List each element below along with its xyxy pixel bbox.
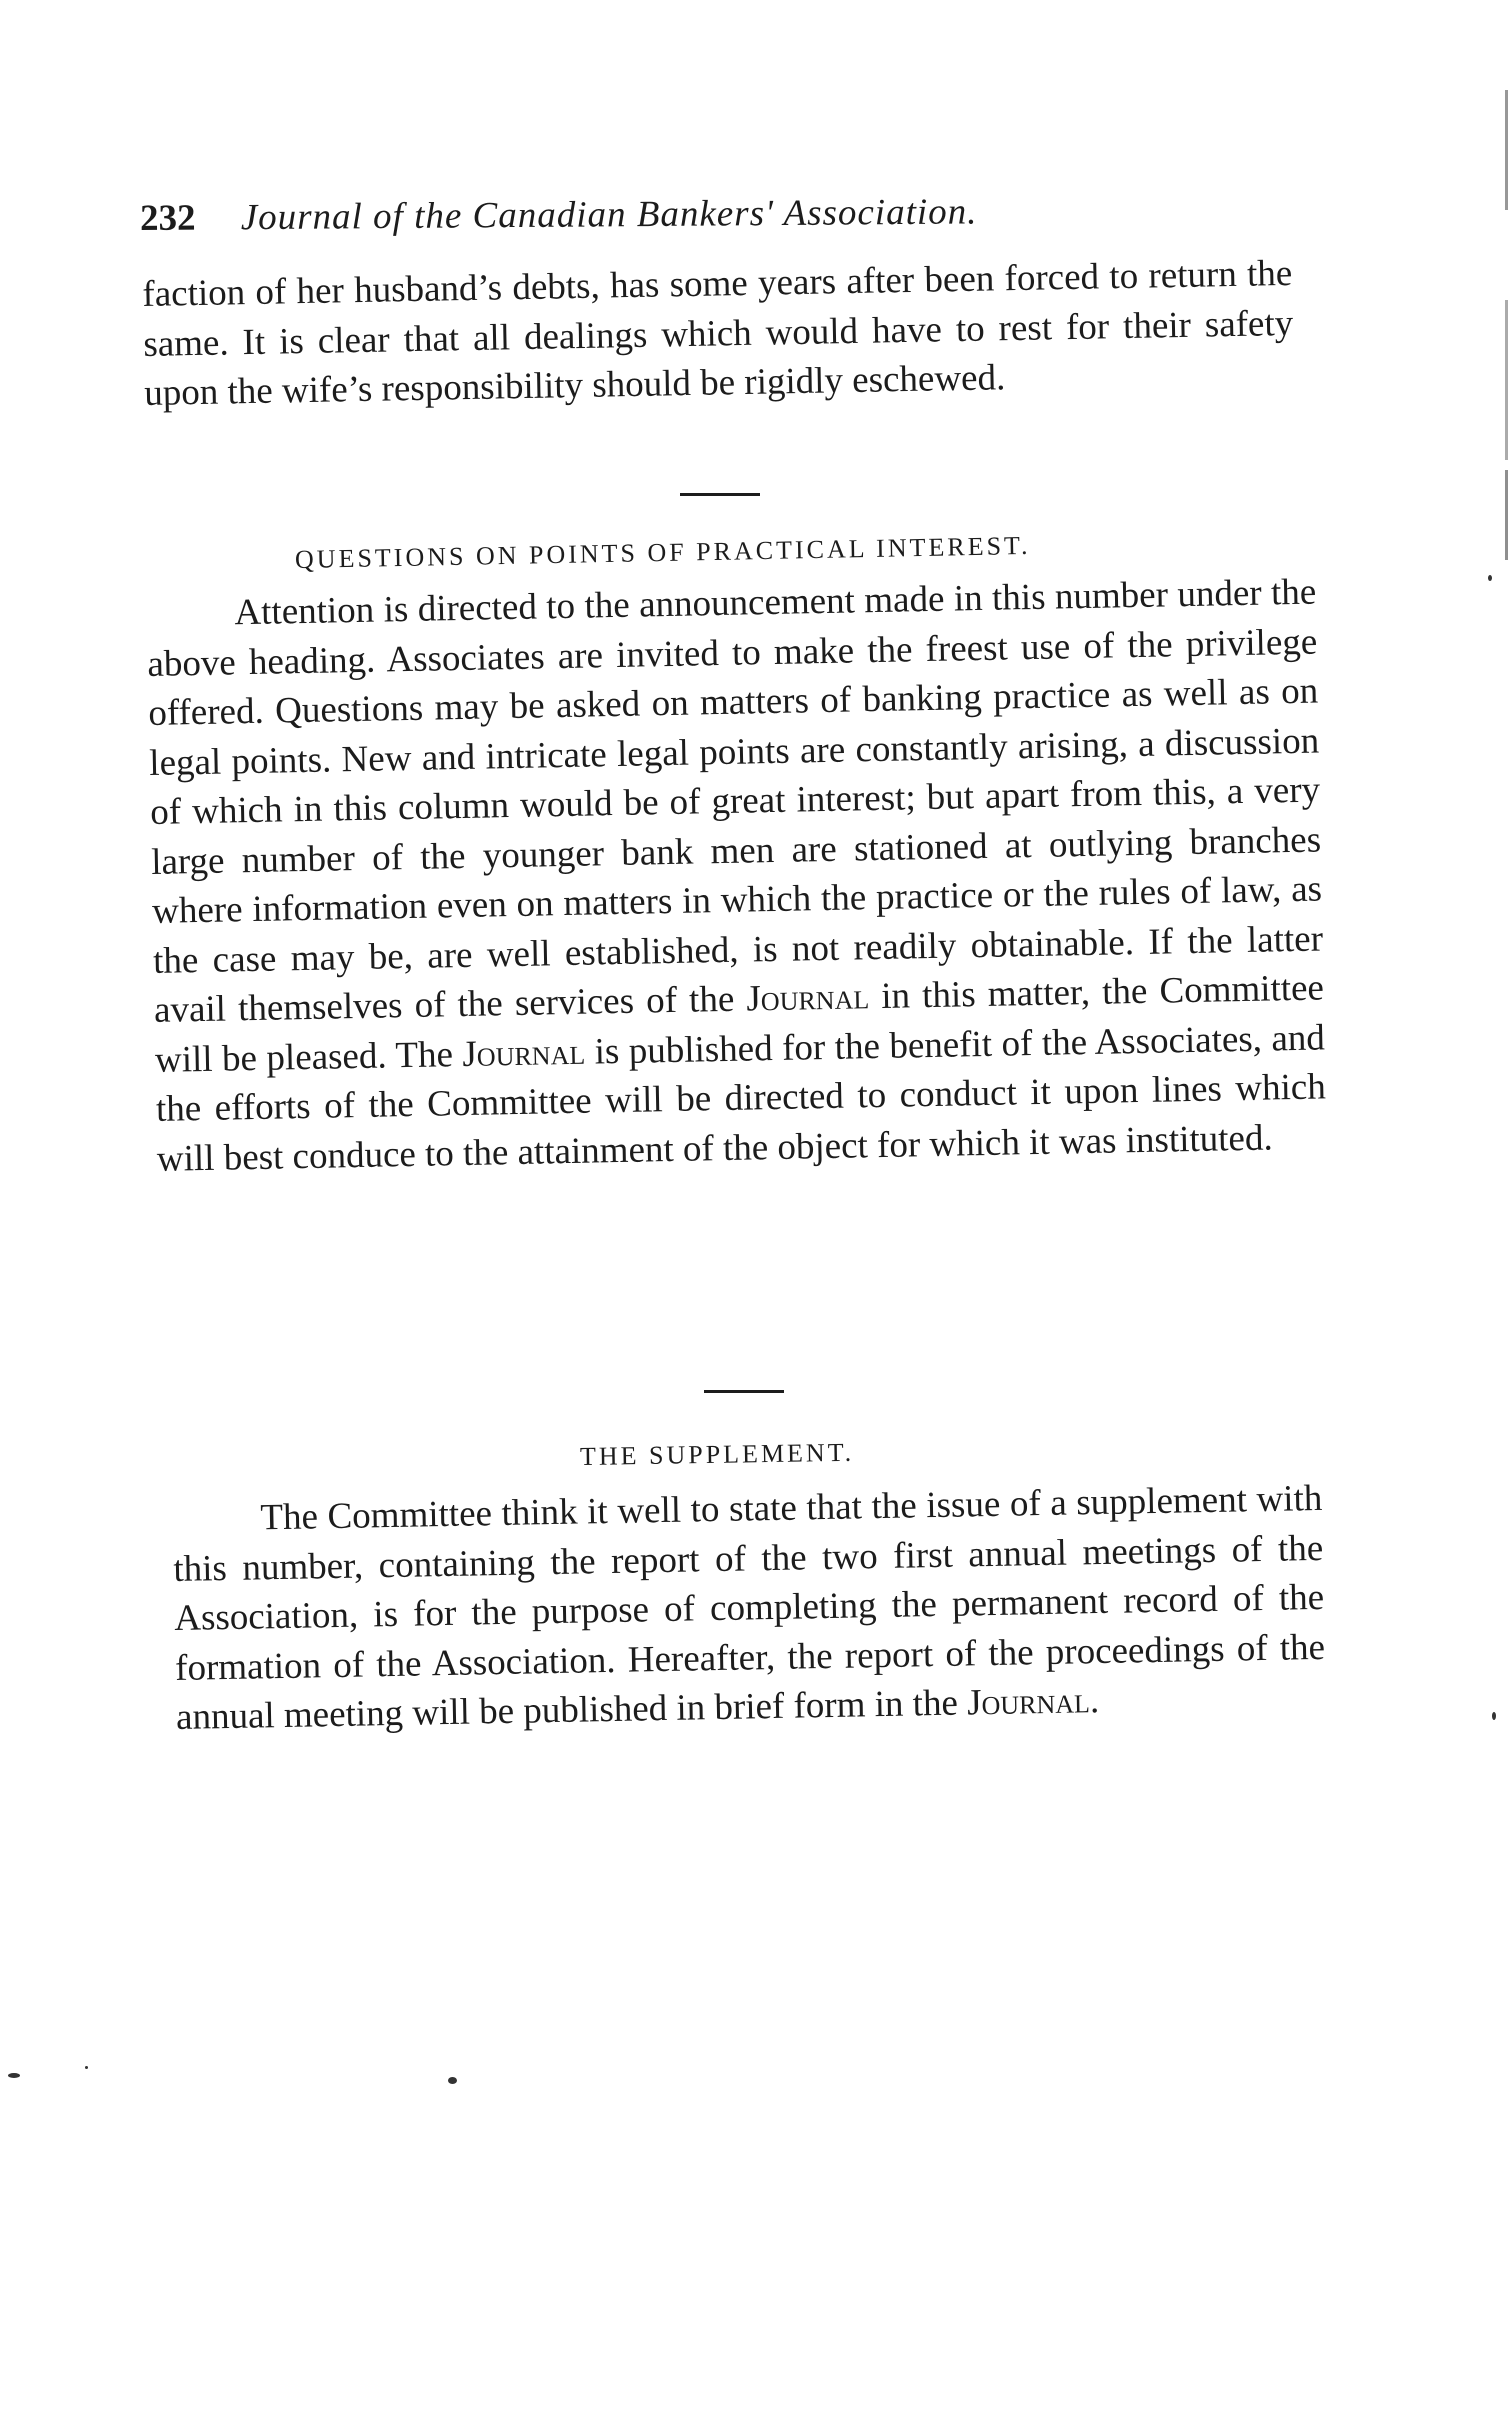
paragraph-text: faction of her husband’s debts, has some years after been forced to return the same. It is clear that all dealings which would have to rest for their safety upon the wife’s responsibility should be rigidly eschewed.: [142, 252, 1294, 414]
continued-paragraph: [142, 249, 1295, 419]
questions-paragraph: [146, 568, 1327, 1184]
journal-title: Journal of the Canadian Bankers' Association.: [240, 191, 978, 239]
running-header: [140, 188, 1140, 242]
section-heading-supplement: THE SUPPLEMENT.: [579, 1437, 855, 1471]
scan-speck: [85, 2066, 88, 2069]
scan-speck: [1492, 1712, 1496, 1720]
journal-word: Journal: [746, 976, 870, 1020]
journal-word: Journal: [462, 1031, 586, 1075]
scan-speck: [8, 2073, 20, 2078]
section-heading-questions: QUESTIONS ON POINTS OF PRACTICAL INTEREST.: [294, 530, 1031, 574]
text-run: in this matter, the Committee will be pleased. The: [154, 967, 1325, 1081]
paragraph-text: [172, 1474, 1326, 1743]
paragraph-text: [146, 568, 1327, 1184]
section-divider: [704, 1390, 784, 1393]
scan-speck: [448, 2077, 457, 2084]
page-number: 232: [139, 197, 196, 239]
text-run: The Committee think it well to state that the issue of a supplement with this number, containing the report of the two first annual meetings of the Association, is for the purpose of completing the permanent record of the formation of the Association. Hereafter, the report of the proceedings of the annual meeting will be published in brief form in the: [172, 1477, 1326, 1738]
text-run: .: [1089, 1680, 1100, 1722]
text-run: Attention is directed to the announcement made in this number under the above heading. Associates are invited to make the freest use of the privilege offered. Questions may be asked on matters of banking practice as well as on legal points. New and intricate legal points are constantly arising, a discussion of which in this column would be of great interest; but apart from this, a very large number of the younger bank men are stationed at outlying branches where information even on matters in which the practice or the rules of law, as the case may be, are well established, is not readily obtainable. If the latter avail themselves of the services of the: [147, 571, 1324, 1031]
supplement-paragraph: [172, 1474, 1326, 1743]
journal-word: Journal: [966, 1680, 1091, 1724]
text-run: is published for the benefit of the Associates, and the efforts of the Committee will be directed to conduct it upon lines which will best conduce to the attainment of the object for which it was instituted.: [155, 1016, 1327, 1180]
scan-speck: [1488, 575, 1492, 581]
section-divider: [680, 493, 760, 496]
